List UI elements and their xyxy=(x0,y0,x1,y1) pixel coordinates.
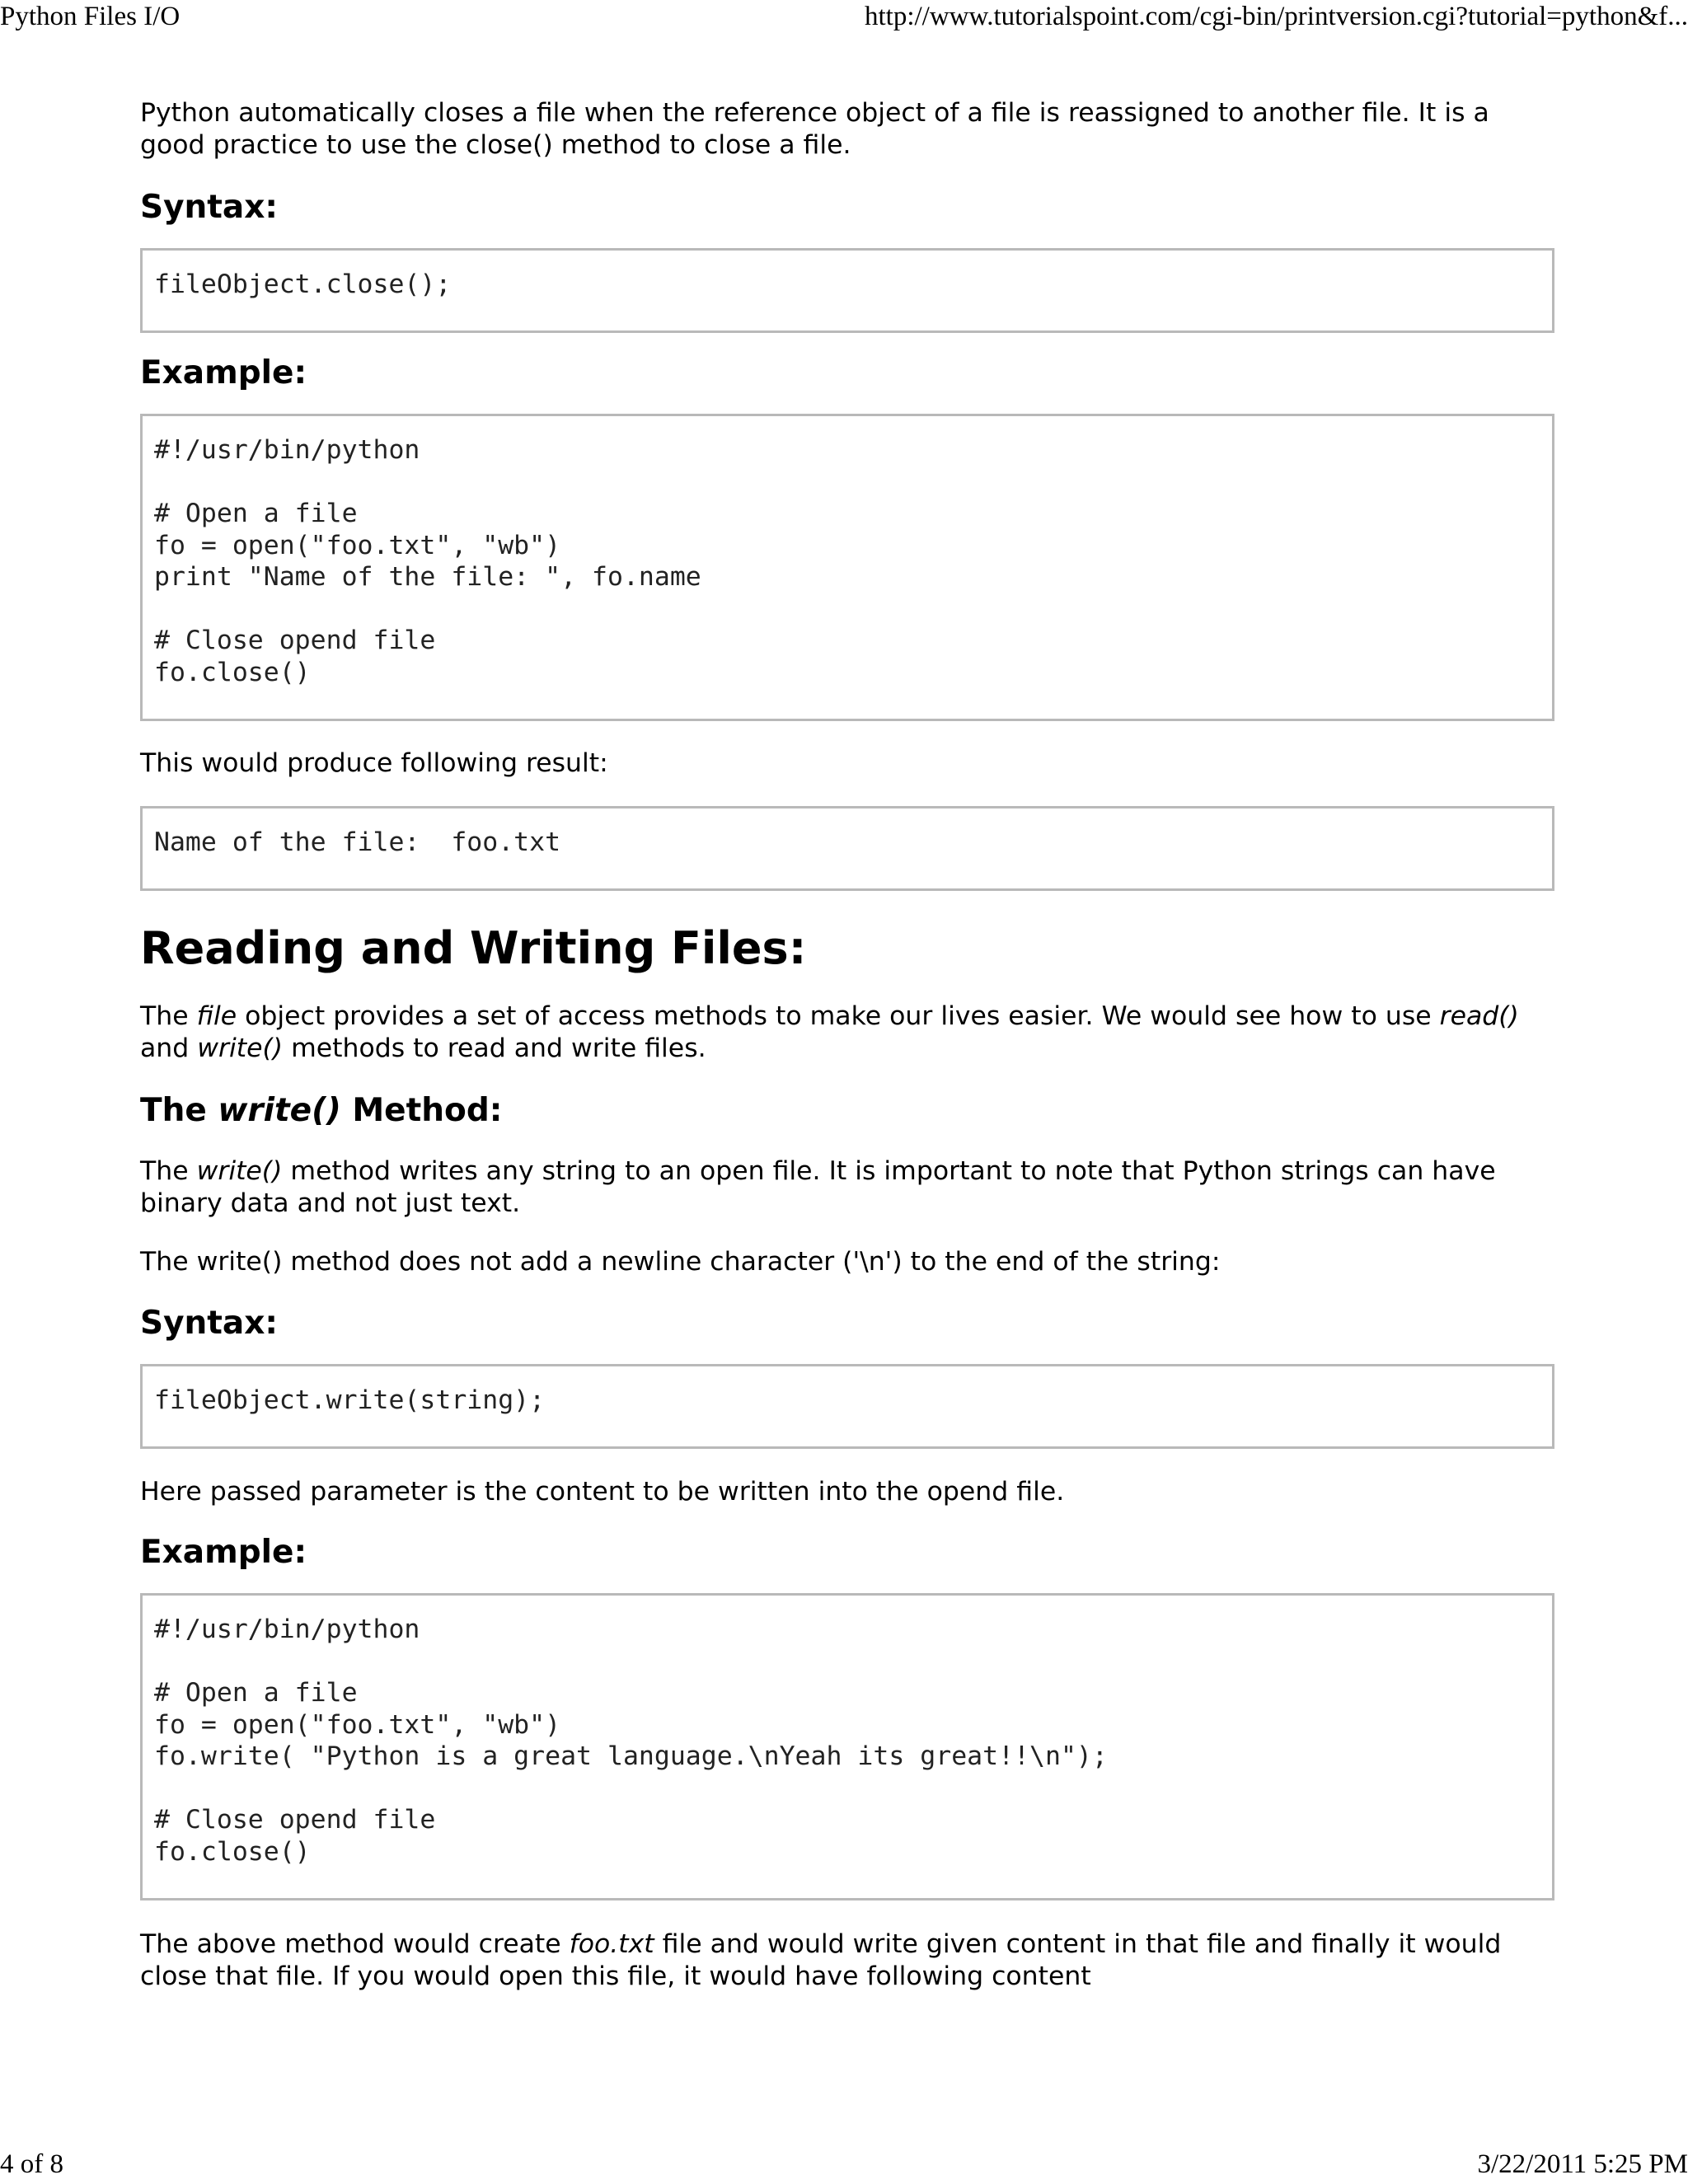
header-page-title: Python Files I/O xyxy=(0,2,181,31)
write-example-code-block: #!/usr/bin/python # Open a file fo = open("foo.txt", "wb") fo.write( "Python is a great language.\nYeah its great!!\n"); # Close opend file fo.close() xyxy=(140,1593,1554,1900)
write-example-heading: Example: xyxy=(140,1534,307,1571)
header-url: http://www.tutorialspoint.com/cgi-bin/printversion.cgi?tutorial=python&f... xyxy=(865,2,1688,31)
close-intro-paragraph: Python automatically closes a file when the reference object of a file is reassigned to another file. It is a good practice to use the close() method to close a file. xyxy=(140,98,1489,160)
close-result-text: This would produce following result: xyxy=(140,748,608,778)
write-parameter-note: Here passed parameter is the content to be written into the opend file. xyxy=(140,1477,1065,1507)
write-method-description: The write() method writes any string to an open file. It is important to note that Python strings can have binary data and not just text. xyxy=(140,1156,1496,1218)
close-example-code-block: #!/usr/bin/python # Open a file fo = open("foo.txt", "wb") print "Name of the file: ", fo.name # Close opend file fo.close() xyxy=(140,414,1554,721)
write-newline-note: The write() method does not add a newline character ('\n') to the end of the string: xyxy=(140,1247,1221,1277)
close-syntax-code-block: fileObject.close(); xyxy=(140,248,1554,333)
close-result-code-block: Name of the file: foo.txt xyxy=(140,806,1554,891)
write-syntax-code-block: fileObject.write(string); xyxy=(140,1364,1554,1449)
write-method-heading: The write() Method: xyxy=(140,1092,503,1129)
reading-writing-intro-paragraph: The file object provides a set of access methods to make our lives easier. We would see how to use read() and write() methods to read and write files. xyxy=(140,1001,1519,1063)
footer-page-number: 4 of 8 xyxy=(0,2149,63,2179)
close-example-heading: Example: xyxy=(140,354,307,391)
reading-writing-heading: Reading and Writing Files: xyxy=(140,922,807,974)
write-after-paragraph: The above method would create foo.txt file and would write given content in that file and finally it would close that file. If you would open this file, it would have following content xyxy=(140,1929,1502,1991)
footer-datetime: 3/22/2011 5:25 PM xyxy=(1477,2149,1688,2179)
close-syntax-heading: Syntax: xyxy=(140,189,278,226)
write-syntax-heading: Syntax: xyxy=(140,1305,278,1342)
